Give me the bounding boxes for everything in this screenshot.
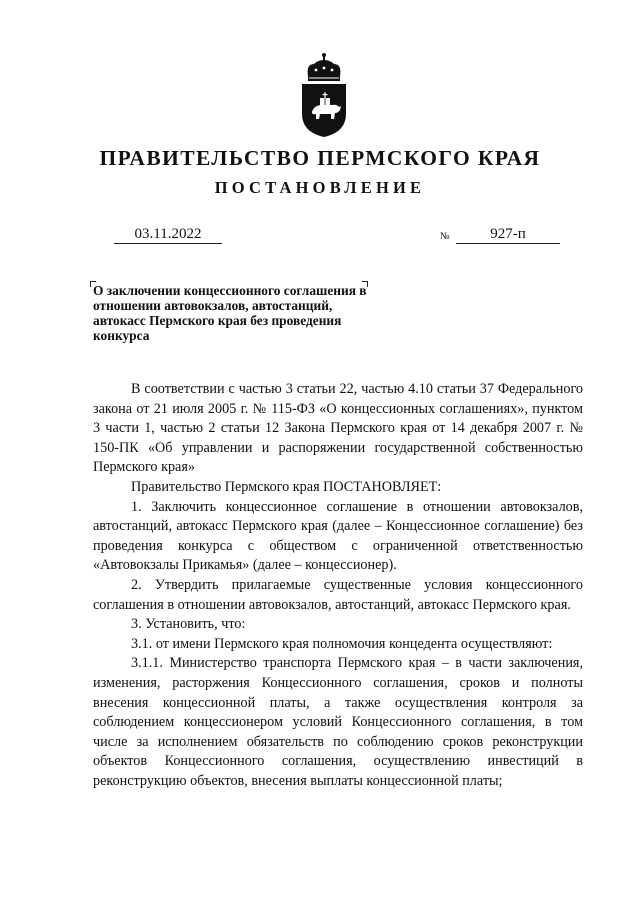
paragraph-item-1: 1. Заключить концессионное соглашение в отношении автовокзалов, автостанций, автокасс Пермского края (далее – Концессионное соглашение) без проведения конкурса с обществом с ограниченной ответственностью «Автовокзалы Прикамья» (далее – концессионер). [93,498,583,574]
document-subject: О заключении концессионного соглашения в отношении автовокзалов, автостанций, автокасс Пермского края без проведения конкурса [93,283,367,343]
paragraph-item-3-1-1: 3.1.1. Министерство транспорта Пермского края – в части заключения, изменения, расторжения Концессионного соглашения, сроков и полноты внесения концессионной платы, а также осуществления контроля за соблюдением концессионером условий Концессионного соглашения, в том числе за исполнением обязательств по соблюдению сроков реконструкции объектов Концессионного соглашения, осуществлению инвестиций в реконструкцию объектов, внесения выплаты концессионной платы; [93,655,583,789]
paragraph-resolves: Правительство Пермского края ПОСТАНОВЛЯЕТ: [131,478,442,495]
paragraph-preamble: В соответствии с частью 3 статьи 22, частью 4.10 статьи 37 Федерального закона от 21 июля 2005 г. № 115-ФЗ «О концессионных соглашениях», пунктом 3 части 1, частью 2 статьи 12 Закона Пермского края от 14 декабря 2007 г. № 150-ПК «Об управлении и распоряжении государственной собственностью Пермского края» [93,381,583,476]
government-title: ПРАВИТЕЛЬСТВО ПЕРМСКОГО КРАЯ [99,146,541,170]
number-label: № [440,231,450,242]
paragraph-item-2: 2. Утвердить прилагаемые существенные условия концессионного соглашения в отношении автовокзалов, автостанций, автокасс Пермского края. [93,576,583,613]
document-date: 03.11.2022 [114,226,222,244]
paragraph-item-3-1: 3.1. от имени Пермского края полномочия концедента осуществляют: [131,635,553,652]
document-body [93,380,583,791]
document-number: 927-п [456,226,560,244]
paragraph-item-3: 3. Установить, что: [131,616,246,633]
coat-of-arms-icon [296,52,352,138]
document-type: ПОСТАНОВЛЕНИЕ [214,178,426,197]
